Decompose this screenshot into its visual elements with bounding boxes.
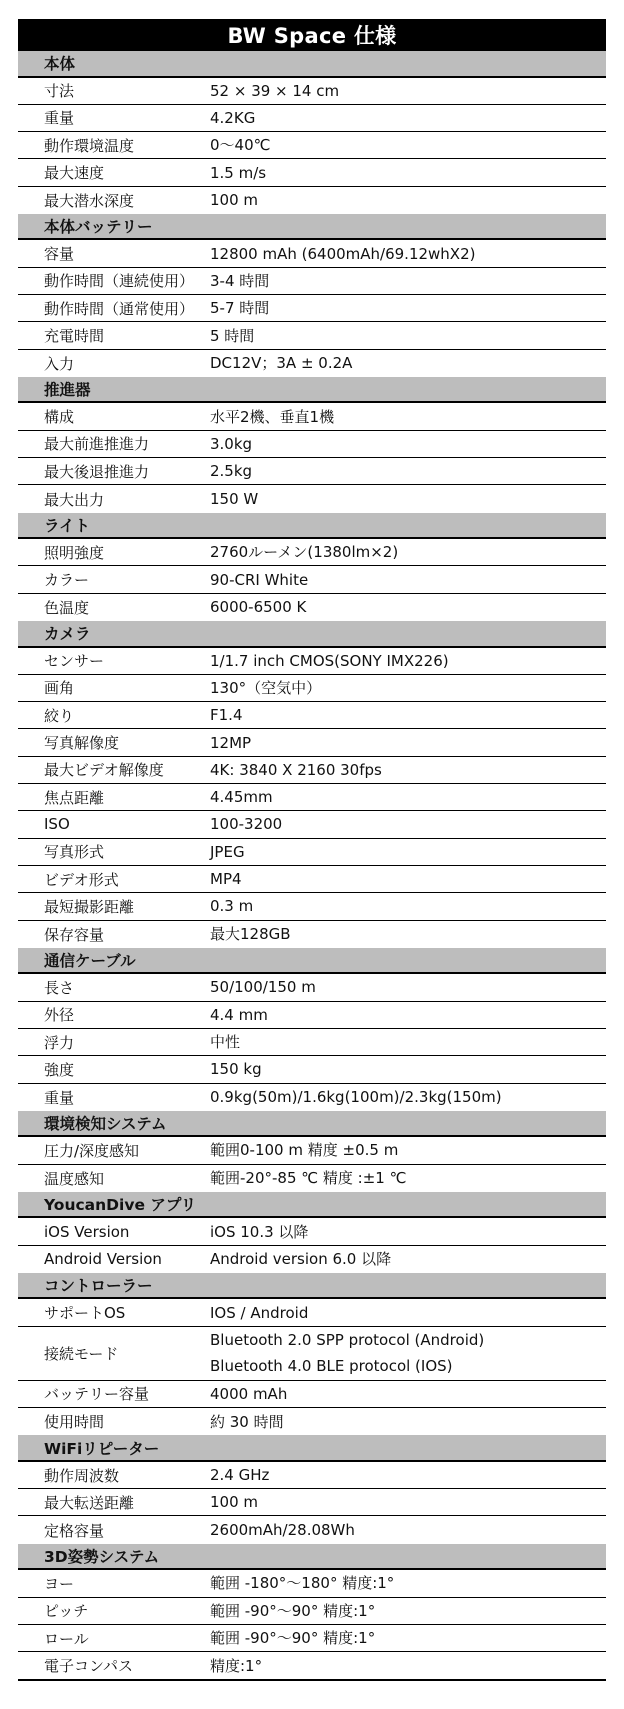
spec-row [18,1002,606,1029]
spec-label: 最大出力 [44,490,105,509]
spec-value [210,1165,606,1191]
spec-label: 重量 [44,109,75,128]
spec-row [18,403,606,430]
spec-row [18,159,606,186]
spec-label: 充電時間 [44,327,105,346]
spec-value-line: 100 m [210,191,259,210]
spec-value [210,268,606,294]
spec-value-line: 150 W [210,490,259,508]
spec-value-line: Bluetooth 4.0 BLE protocol (IOS) [210,1357,453,1376]
spec-label: 構成 [44,408,75,427]
spec-value [210,241,606,267]
spec-value-line: Android version 6.0 以降 [210,1250,392,1269]
spec-value-line: JPEG [210,842,245,861]
spec-value [210,784,606,810]
spec-label: サポートOS [44,1304,126,1323]
section-header: コントローラー [18,1273,606,1300]
spec-value-line: DC12V；3A ± 0.2A [210,354,353,373]
spec-value [210,839,606,865]
spec-value [210,1084,606,1110]
spec-value-line: 範囲-20°-85 ℃ 精度 :±1 ℃ [210,1169,407,1188]
spec-value [210,757,606,783]
spec-row [18,675,606,702]
spec-label: 電子コンパス [44,1657,133,1676]
spec-value [210,350,606,376]
spec-row [18,350,606,377]
spec-label: 浮力 [44,1033,75,1052]
spec-value [210,648,606,674]
spec-row [18,1462,606,1489]
spec-section [18,1192,606,1273]
spec-value [210,187,606,213]
spec-row [18,1598,606,1625]
spec-value-line: 12MP [210,733,252,752]
spec-section [18,214,606,377]
section-header: WiFiリピーター [18,1435,606,1462]
spec-label: 強度 [44,1060,75,1079]
spec-row [18,729,606,756]
spec-value-line: 範囲0-100 m 精度 ±0.5 m [210,1141,399,1160]
spec-label: 外径 [44,1006,75,1025]
spec-label: センサー [44,652,105,671]
spec-value-line: 5 時間 [210,326,255,345]
section-header: 通信ケーブル [18,948,606,975]
spec-section [18,1544,606,1680]
spec-value [210,1246,606,1272]
spec-label: 動作時間（通常使用） [44,299,195,318]
spec-row [18,1056,606,1083]
spec-value [210,1462,606,1488]
spec-label: 接続モード [44,1344,119,1363]
spec-value-line: 1/1.7 inch CMOS(SONY IMX226) [210,651,449,670]
spec-label: 温度感知 [44,1169,105,1188]
spec-label: バッテリー容量 [44,1385,150,1404]
spec-value-line: 0.9kg(50m)/1.6kg(100m)/2.3kg(150m) [210,1088,502,1107]
spec-value [210,567,606,593]
spec-label: 動作時間（連続使用） [44,272,195,291]
spec-label: Android Version [44,1250,162,1269]
spec-value-line: F1.4 [210,706,243,725]
spec-value [210,1570,606,1596]
spec-value [210,1409,606,1435]
spec-row [18,648,606,675]
spec-label: 入力 [44,354,75,373]
spec-section [18,1111,606,1192]
spec-row [18,268,606,295]
spec-label: カラー [44,571,90,590]
spec-value [210,1137,606,1163]
spec-label: 色温度 [44,598,90,617]
spec-row [18,1408,606,1435]
spec-value-line: 100-3200 [210,815,283,834]
spec-row [18,431,606,458]
spec-section [18,948,606,1111]
spec-row [18,974,606,1001]
spec-value-line: 範囲 -90°～90° 精度:1° [210,1629,376,1647]
section-header: ライト [18,513,606,540]
spec-label: ビデオ形式 [44,870,119,889]
spec-value-line: 最大128GB [210,925,291,944]
spec-label: ISO [44,815,70,834]
spec-value-line: 範囲 -90°～90° 精度:1° [210,1601,376,1620]
spec-value-line: IOS / Android [210,1303,309,1322]
spec-label: 長さ [44,978,75,997]
spec-row [18,1246,606,1273]
spec-label: 重量 [44,1088,75,1107]
spec-value-line: 4.4 mm [210,1005,268,1024]
spec-value-line: 6000-6500 K [210,598,307,617]
spec-row [18,1516,606,1543]
spec-row [18,839,606,866]
spec-value [210,675,606,701]
page-title: BW Space 仕様 [18,19,606,51]
spec-value-line: 4.2KG [210,108,256,127]
spec-label: 保存容量 [44,925,105,944]
spec-value-line: 水平2機、垂直1機 [210,407,335,426]
spec-row [18,866,606,893]
spec-label: ヨー [44,1574,75,1593]
spec-section [18,1273,606,1435]
spec-label: 容量 [44,245,75,264]
spec-table [18,51,606,1679]
section-header: 本体バッテリー [18,214,606,241]
spec-row [18,921,606,948]
spec-label: 絞り [44,706,75,725]
spec-value-line: Bluetooth 2.0 SPP protocol (Android) [210,1331,485,1350]
spec-section [18,377,606,513]
spec-value [210,1598,606,1624]
spec-value-line: 12800 mAh (6400mAh/69.12whX2) [210,244,476,263]
spec-label: 寸法 [44,82,75,101]
spec-value [210,486,606,512]
spec-value-line: 4.45mm [210,788,273,807]
spec-row [18,240,606,267]
spec-section [18,621,606,948]
spec-label: 焦点距離 [44,788,105,807]
spec-label: 写真解像度 [44,734,120,753]
spec-section [18,51,606,214]
spec-value [210,132,606,158]
spec-value-line: 4000 mAh [210,1384,288,1403]
spec-label: iOS Version [44,1222,130,1241]
spec-row [18,105,606,132]
spec-value [210,811,606,837]
spec-value-line: 範囲 -180°～180° 精度:1° [210,1574,395,1593]
spec-value [210,974,606,1000]
spec-value-line: 2.4 GHz [210,1466,270,1485]
spec-sheet [18,19,606,1681]
spec-value [210,921,606,947]
spec-row [18,784,606,811]
spec-value-line: 2760ルーメン(1380lm×2) [210,543,399,562]
spec-value-line: 中性 [210,1033,241,1052]
spec-label: 最短撮影距離 [44,897,135,916]
spec-value-line: 2600mAh/28.08Wh [210,1521,355,1540]
spec-label: ロール [44,1629,89,1648]
spec-label: 写真形式 [44,843,105,862]
spec-section [18,1435,606,1543]
spec-row [18,1299,606,1326]
spec-value [210,594,606,620]
section-header: カメラ [18,621,606,648]
spec-value [210,539,606,565]
spec-label: 画角 [44,679,75,698]
spec-label: 最大速度 [44,164,105,183]
spec-label: 最大潜水深度 [44,191,135,210]
spec-value-line: 2.5kg [210,462,253,481]
spec-row [18,1218,606,1245]
spec-value [210,458,606,484]
spec-row [18,702,606,729]
spec-row [18,1084,606,1111]
spec-row [18,1165,606,1192]
spec-value [210,160,606,186]
spec-row [18,78,606,105]
spec-value [210,1056,606,1082]
spec-value [210,866,606,892]
spec-row [18,322,606,349]
section-header: YoucanDive アプリ [18,1192,606,1219]
spec-value [210,1002,606,1028]
spec-row [18,187,606,214]
spec-value [210,1653,606,1679]
spec-value [210,323,606,349]
spec-label: 動作環境温度 [44,136,135,155]
spec-label: 照明強度 [44,543,105,562]
spec-value [210,295,606,321]
spec-row [18,566,606,593]
spec-value [210,1517,606,1543]
spec-value [210,1219,606,1245]
spec-value [210,1300,606,1326]
section-header: 3D姿勢システム [18,1544,606,1571]
spec-label: 定格容量 [44,1521,105,1540]
spec-row [18,1029,606,1056]
spec-row [18,757,606,784]
spec-value [210,702,606,728]
spec-value-line: 0～40℃ [210,136,271,155]
spec-row [18,893,606,920]
spec-value [210,1489,606,1515]
spec-label: 最大転送距離 [44,1493,135,1512]
spec-row [18,1381,606,1408]
spec-row [18,594,606,621]
section-header: 本体 [18,51,606,78]
spec-label: 使用時間 [44,1413,105,1432]
spec-value [210,893,606,919]
spec-label: ピッチ [44,1602,89,1621]
spec-value-line: 130°（空気中） [210,678,322,697]
spec-value-line: 3-4 時間 [210,271,270,290]
spec-value-line: 100 m [210,1493,259,1512]
spec-value [210,1029,606,1055]
spec-value-line: 5-7 時間 [210,299,270,318]
spec-label: 最大前進推進力 [44,435,150,454]
spec-value-line: 90-CRI White [210,570,309,589]
spec-label: 動作周波数 [44,1466,120,1485]
spec-value-line: 0.3 m [210,897,254,916]
spec-value [210,431,606,457]
spec-value [210,404,606,430]
spec-value [210,1327,606,1379]
spec-row [18,132,606,159]
spec-value-line: 50/100/150 m [210,978,316,997]
spec-label: 最大後退推進力 [44,462,150,481]
spec-value [210,730,606,756]
spec-value [210,105,606,131]
spec-row [18,485,606,512]
spec-value-line: 精度:1° [210,1656,263,1675]
section-header: 環境検知システム [18,1111,606,1138]
spec-row [18,1137,606,1164]
spec-value-line: 4K: 3840 X 2160 30fps [210,760,382,779]
spec-value [210,78,606,104]
spec-row [18,295,606,322]
spec-row [18,1327,606,1381]
spec-label: 最大ビデオ解像度 [44,761,164,780]
spec-value-line: 52 × 39 × 14 cm [210,81,340,100]
spec-row [18,811,606,838]
spec-row [18,1570,606,1597]
spec-row [18,1625,606,1652]
spec-row [18,1489,606,1516]
spec-value [210,1381,606,1407]
section-header: 推進器 [18,377,606,404]
spec-label: 圧力/深度感知 [44,1141,140,1160]
spec-row [18,458,606,485]
spec-row [18,1652,606,1679]
spec-value-line: 約 30 時間 [210,1412,284,1431]
spec-value-line: 150 kg [210,1060,262,1079]
spec-value [210,1625,606,1651]
spec-value-line: 3.0kg [210,434,253,453]
spec-value-line: 1.5 m/s [210,163,267,182]
spec-value-line: MP4 [210,870,242,889]
spec-row [18,539,606,566]
spec-section [18,513,606,621]
spec-value-line: iOS 10.3 以降 [210,1222,309,1241]
